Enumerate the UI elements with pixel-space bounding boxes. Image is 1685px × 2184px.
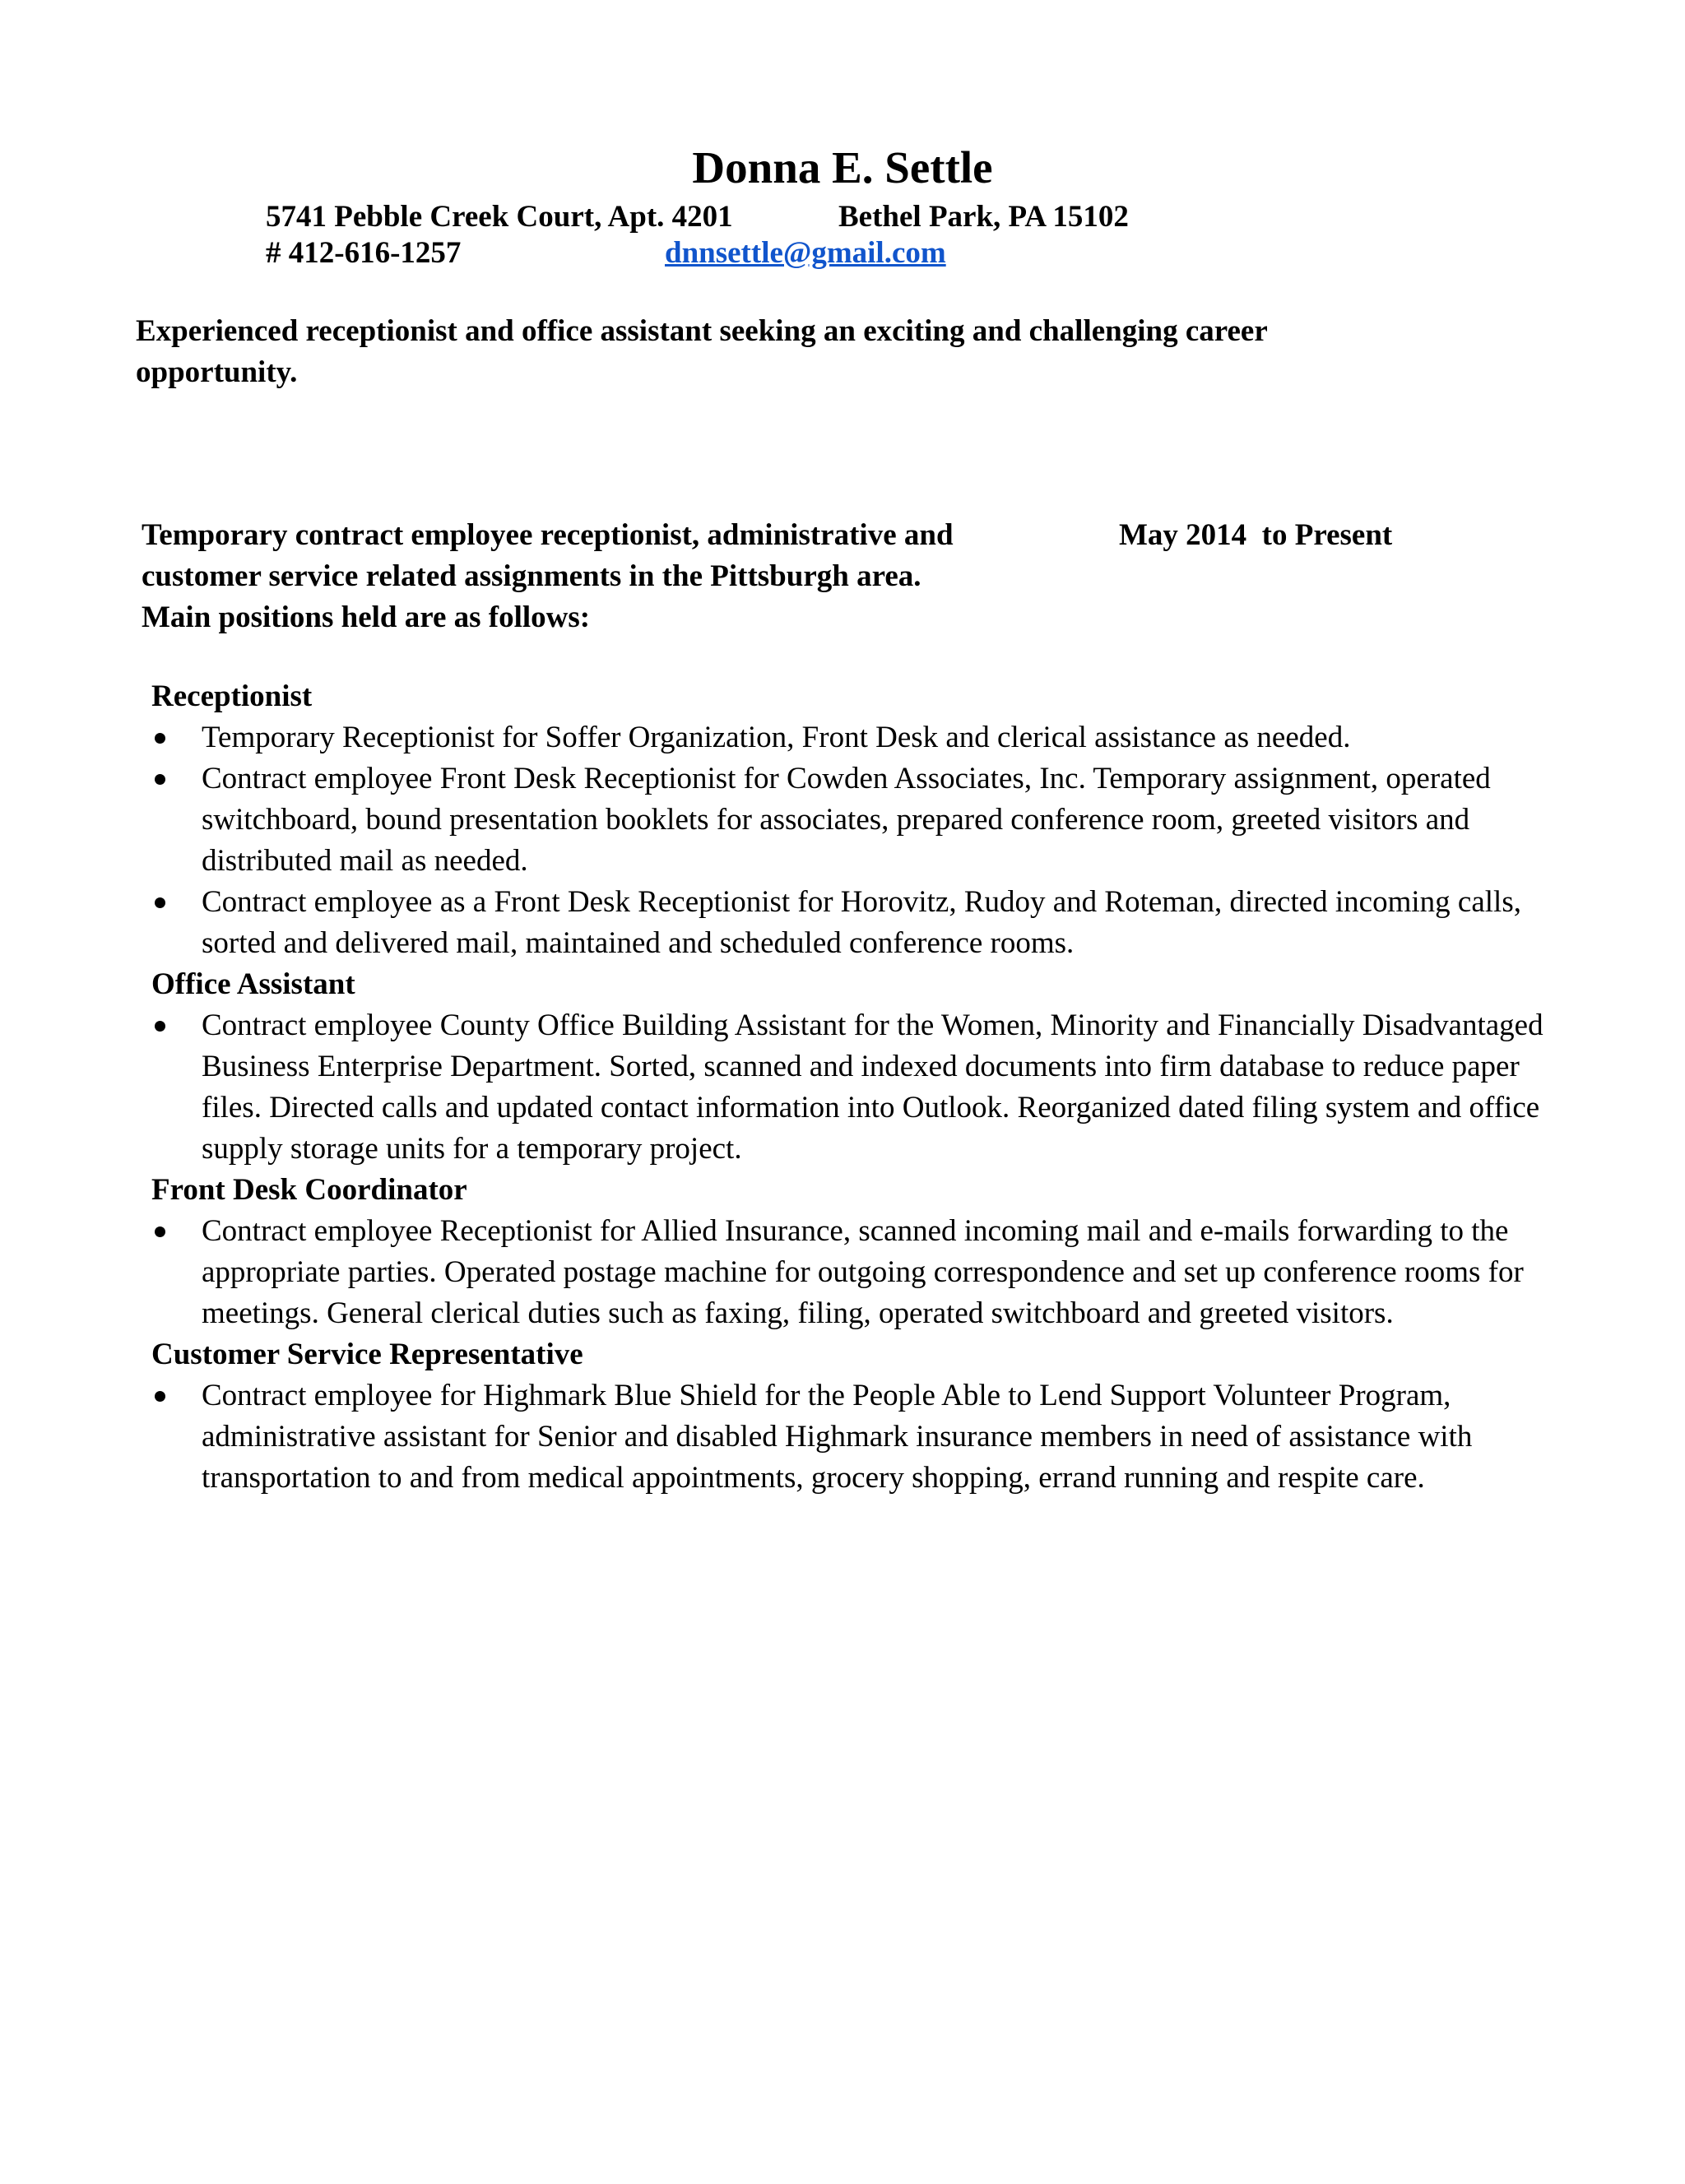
section-title: Receptionist xyxy=(151,679,313,713)
bullet-list xyxy=(151,717,1567,964)
phone-number: # 412-616-1257 xyxy=(266,236,462,270)
bullet-item xyxy=(151,1005,1567,1170)
section-title: Customer Service Representative xyxy=(151,1338,583,1371)
section-office-assistant xyxy=(151,964,1567,1170)
bullet-text: Contract employee Front Desk Receptionist for Cowden Associates, Inc. Temporary assignment, operated switchboard, bound presentation booklets for associates, prepared conference room, greeted visitors and distributed mail as needed. xyxy=(202,762,1491,878)
summary-line: customer service related assignments in the Pittsburgh area. xyxy=(142,559,921,593)
objective-statement xyxy=(136,311,1419,393)
bullet-item xyxy=(151,1211,1567,1334)
street-address: 5741 Pebble Creek Court, Apt. 4201 xyxy=(266,200,733,234)
bullet-item xyxy=(151,717,1567,758)
bullet-text: Contract employee County Office Building Assistant for the Women, Minority and Financially Disadvantaged Business Enterprise Department. Sorted, scanned and indexed documents into firm database to reduce paper files. Directed calls and updated contact information into Outlook. Reorganized dated filing system and office supply storage units for a temporary project. xyxy=(202,1009,1543,1166)
email-link[interactable]: dnnsettle@gmail.com xyxy=(665,236,946,270)
summary-line: Temporary contract employee receptionist, administrative and xyxy=(142,518,954,552)
bullet-item xyxy=(151,882,1567,964)
employment-summary xyxy=(142,515,1129,638)
bullet-list xyxy=(151,1375,1567,1499)
bullet-item xyxy=(151,1375,1567,1499)
bullet-icon xyxy=(155,733,165,744)
bullet-text: Contract employee Receptionist for Allied Insurance, scanned incoming mail and e-mails forwarding to the appropriate parties. Operated postage machine for outgoing correspondence and set up conference rooms for meetings. General clerical duties such as faxing, filing, operated switchboard and greeted visitors. xyxy=(202,1214,1524,1330)
bullet-icon xyxy=(155,1391,165,1402)
objective-line: Experienced receptionist and office assistant seeking an exciting and challenging career xyxy=(136,314,1268,348)
objective-line: opportunity. xyxy=(136,355,298,389)
summary-line: Main positions held are as follows: xyxy=(142,600,591,634)
bullet-text: Temporary Receptionist for Soffer Organization, Front Desk and clerical assistance as needed. xyxy=(202,721,1351,754)
bullet-list xyxy=(151,1005,1567,1170)
bullet-icon xyxy=(155,897,165,908)
section-title: Front Desk Coordinator xyxy=(151,1173,467,1207)
bullet-list xyxy=(151,1211,1567,1334)
bullet-icon xyxy=(155,774,165,785)
section-front-desk-coordinator xyxy=(151,1170,1567,1334)
section-customer-service-representative xyxy=(151,1334,1567,1499)
city-state-zip: Bethel Park, PA 15102 xyxy=(838,200,1129,234)
experience-sections xyxy=(151,676,1567,1499)
bullet-text: Contract employee for Highmark Blue Shield for the People Able to Lend Support Volunteer Program, administrative assistant for Senior and disabled Highmark insurance members in need of assistance with transportation to and from medical appointments, grocery shopping, errand running and respite care. xyxy=(202,1379,1473,1495)
bullet-text: Contract employee as a Front Desk Receptionist for Horovitz, Rudoy and Roteman, directed incoming calls, sorted and delivered mail, maintained and scheduled conference rooms. xyxy=(202,885,1521,960)
employment-dates: May 2014 to Present xyxy=(1119,518,1393,552)
bullet-icon xyxy=(155,1226,165,1237)
bullet-icon xyxy=(155,1021,165,1032)
section-receptionist xyxy=(151,676,1567,964)
bullet-item xyxy=(151,758,1567,882)
section-title: Office Assistant xyxy=(151,967,355,1001)
applicant-name: Donna E. Settle xyxy=(692,142,993,192)
